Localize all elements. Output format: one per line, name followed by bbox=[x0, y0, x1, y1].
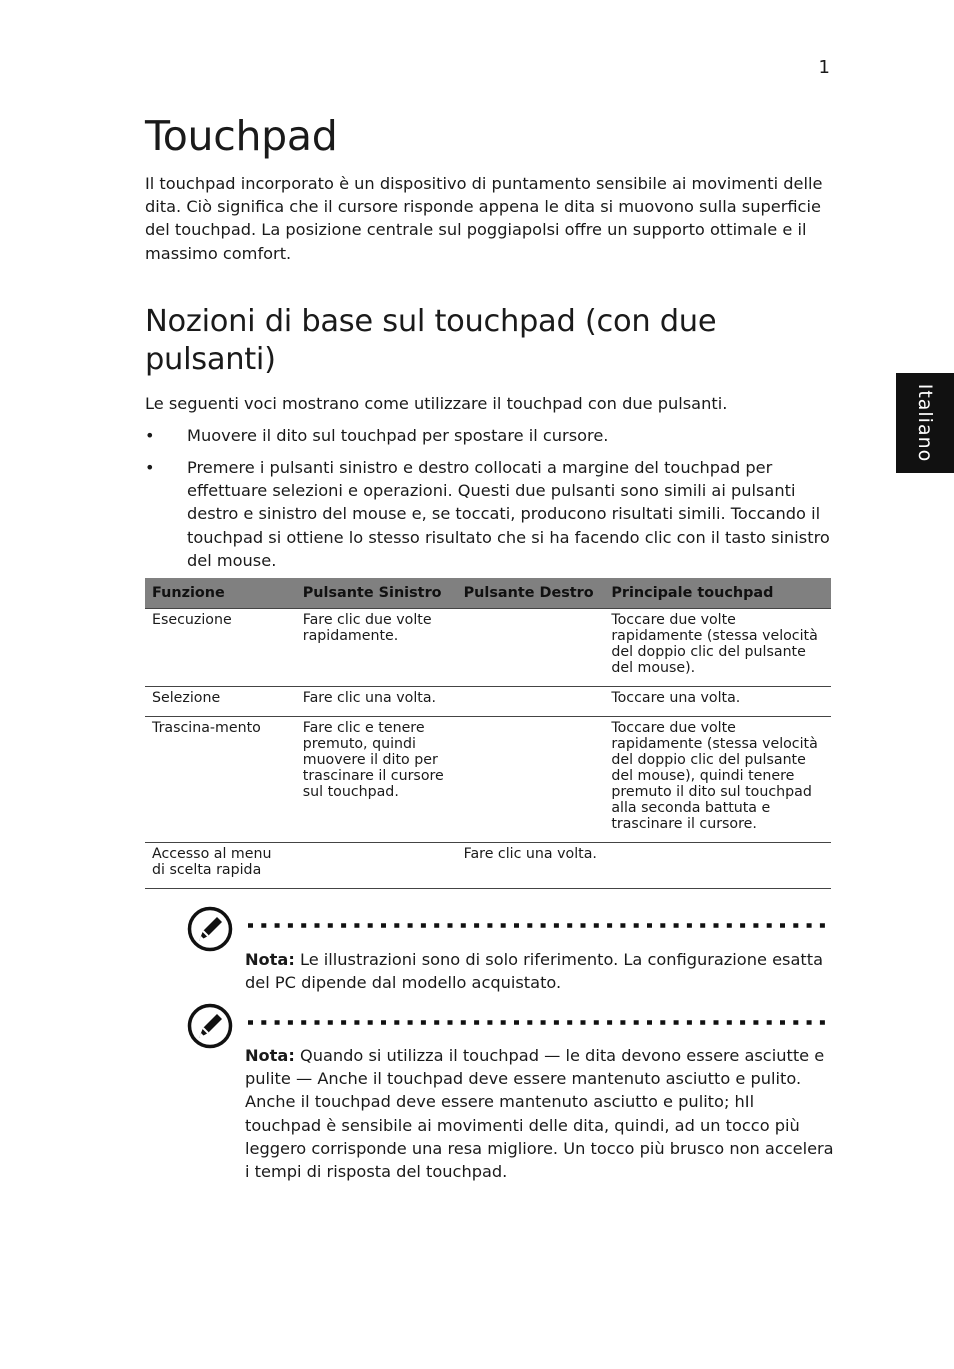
column-header: Funzione bbox=[145, 578, 296, 609]
lead-paragraph: Le seguenti voci mostrano come utilizzare il touchpad con due pulsanti. bbox=[145, 394, 728, 413]
note-pen-icon bbox=[187, 1003, 233, 1049]
table-cell: Trascina-mento bbox=[145, 717, 296, 843]
table-cell: Toccare due volte rapidamente (stessa velocità del doppio clic del pulsante del mouse). bbox=[604, 609, 831, 687]
page-number: 1 bbox=[818, 57, 830, 78]
table-cell: Accesso al menu di scelta rapida bbox=[145, 843, 296, 889]
language-tab bbox=[896, 373, 954, 473]
note-label: Nota: bbox=[245, 950, 295, 969]
table-cell: Selezione bbox=[145, 687, 296, 717]
note-paragraph bbox=[245, 948, 835, 994]
table-cell bbox=[457, 717, 605, 843]
table-header-row bbox=[145, 578, 831, 609]
table-cell: Fare clic e tenere premuto, quindi muovere il dito per trascinare il cursore sul touchpad. bbox=[296, 717, 457, 843]
note-paragraph bbox=[245, 1044, 835, 1183]
table-cell bbox=[457, 687, 605, 717]
table-row bbox=[145, 843, 831, 889]
note-divider bbox=[246, 1020, 832, 1025]
table-cell: Fare clic due volte rapidamente. bbox=[296, 609, 457, 687]
column-header: Pulsante Destro bbox=[457, 578, 605, 609]
intro-paragraph: Il touchpad incorporato è un dispositivo di puntamento sensibile ai movimenti delle dita. Ciò significa che il cursore risponde appena le dita si muovono sulla superficie del touchpad. La posizione centrale sul poggiapolsi offre un supporto ottimale e il massimo comfort. bbox=[145, 174, 823, 263]
table-cell: Esecuzione bbox=[145, 609, 296, 687]
table-cell bbox=[457, 609, 605, 687]
table-cell: Toccare due volte rapidamente (stessa velocità del doppio clic del pulsante del mouse), quindi tenere premuto il dito sul touchpad alla seconda battuta e trascinare il cursore. bbox=[604, 717, 831, 843]
bullet-text: Muovere il dito sul touchpad per spostare il cursore. bbox=[187, 426, 609, 445]
page-title: Touchpad bbox=[145, 112, 338, 160]
table-row bbox=[145, 687, 831, 717]
table-cell: Fare clic una volta. bbox=[457, 843, 605, 889]
table-cell: Fare clic una volta. bbox=[296, 687, 457, 717]
table-cell: Toccare una volta. bbox=[604, 687, 831, 717]
note-text: Quando si utilizza il touchpad — le dita devono essere asciutte e pulite — Anche il touchpad deve essere mantenuto asciutto e pulito. Anche il touchpad deve essere mantenuto asciutto e pulito; hIl touchpad è sensibile ai movimenti delle dita, quindi, ad un tocco più leggero corrisponde una resa migliore. Un tocco più brusco non accelera i tempi di risposta del touchpad. bbox=[245, 1046, 834, 1182]
note-label: Nota: bbox=[245, 1046, 295, 1065]
note-pen-icon bbox=[187, 906, 233, 952]
table-row bbox=[145, 609, 831, 687]
note-text: Le illustrazioni sono di solo riferimento. La configurazione esatta del PC dipende dal modello acquistato. bbox=[245, 950, 824, 993]
section-title: Nozioni di base sul touchpad (con due pulsanti) bbox=[145, 304, 717, 377]
column-header: Pulsante Sinistro bbox=[296, 578, 457, 609]
table-cell bbox=[604, 843, 831, 889]
note-divider bbox=[246, 923, 832, 928]
table-cell bbox=[296, 843, 457, 889]
language-tab-label: Italiano bbox=[914, 383, 936, 463]
column-header: Principale touchpad bbox=[604, 578, 831, 609]
table-row bbox=[145, 717, 831, 843]
bullet-icon: • bbox=[145, 458, 155, 477]
bullet-text: Premere i pulsanti sinistro e destro collocati a margine del touchpad per effettuare selezioni e operazioni. Questi due pulsanti sono simili ai pulsanti destro e sinistro del mouse e, se toccati, producono risultati simili. Toccando il touchpad si ottiene lo stesso risultato che si ha facendo clic con il tasto sinistro del mouse. bbox=[187, 458, 830, 570]
bullet-icon: • bbox=[145, 426, 155, 445]
touchpad-functions-table bbox=[145, 578, 831, 889]
